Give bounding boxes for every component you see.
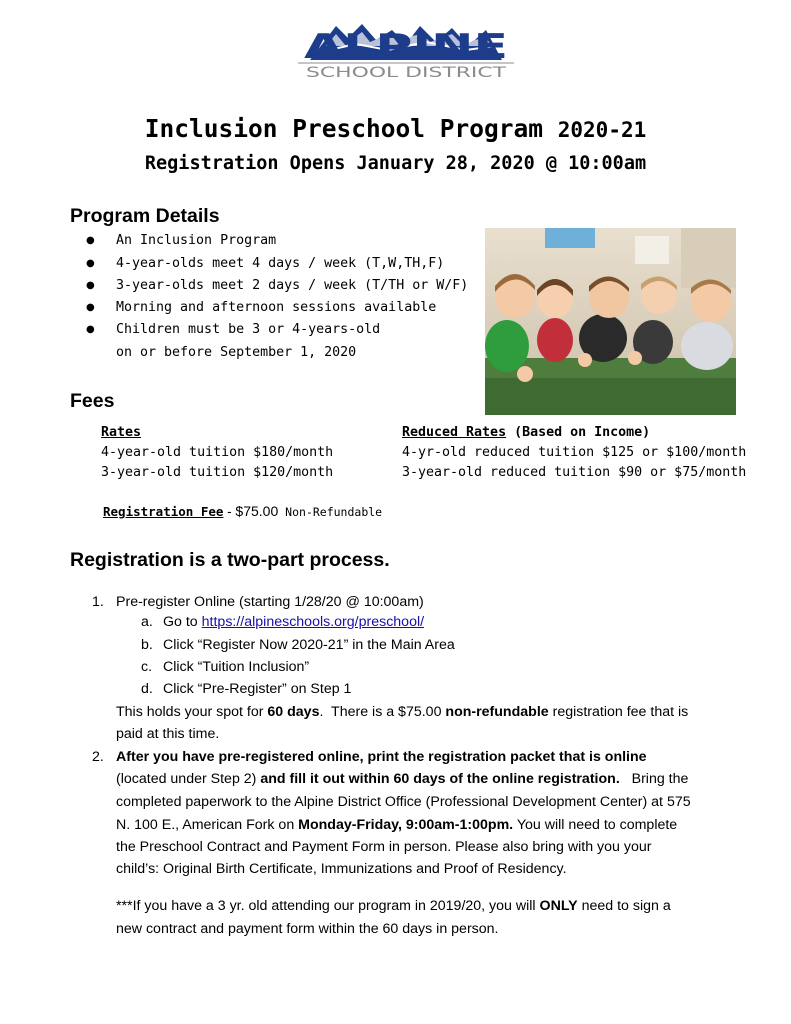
step-2-line: the Preschool Contract and Payment Form in person. Please also bring with you your [116, 839, 652, 855]
returning-student-note-line2: new contract and payment form within the 60 days in person. [116, 921, 499, 937]
logo-name: ALPINE [304, 27, 508, 67]
rate-line: 3-year-old tuition $120/month [101, 465, 334, 480]
step-1-text: Pre-register Online (starting 1/28/20 @ 10:00am) [116, 594, 424, 610]
sub-marker: a. [141, 614, 153, 630]
step-1-note-line2: paid at this time. [116, 726, 220, 742]
returning-student-note: ***If you have a 3 yr. old attending our program in 2019/20, you will ONLY need to sign a [116, 898, 671, 914]
sub-marker: c. [141, 659, 153, 675]
step-2-line: N. 100 E., American Fork on Monday-Friday, 9:00am-1:00pm. You will need to complete [116, 817, 678, 833]
registration-fee: Registration Fee - $75.00 Non-Refundable [103, 503, 383, 519]
bullet-icon: ● [86, 280, 95, 291]
step-1-note: This holds your spot for 60 days. There is a $75.00 non-refundable registration fee that is [116, 704, 689, 720]
step-2-line: child’s: Original Birth Certificate, Immunizations and Proof of Residency. [116, 861, 567, 877]
page-title [0, 114, 791, 143]
sub-marker: d. [141, 681, 153, 697]
list-item: ● 3-year-olds meet 2 days / week (T/TH or W/F) [86, 278, 469, 293]
logo-subtitle: SCHOOL DISTRICT [306, 65, 507, 80]
registration-fee-amount: $75.00 [235, 503, 279, 519]
children-photo [485, 228, 736, 415]
bullet-icon: ● [86, 302, 95, 313]
step-2-marker: 2. [92, 749, 104, 765]
sub-item: Click “Register Now 2020-21” in the Main Area [163, 637, 455, 653]
bullet-icon: ● [86, 324, 95, 335]
program-details-heading: Program Details [70, 205, 220, 227]
list-item: ● 4-year-olds meet 4 days / week (T,W,TH,F) [86, 256, 445, 271]
sub-item: Go to https://alpineschools.org/preschool/ [163, 614, 425, 630]
rate-line: 4-year-old tuition $180/month [101, 445, 334, 460]
sub-item: Click “Pre-Register” on Step 1 [163, 681, 352, 697]
reduced-rates-heading: Reduced Rates (Based on Income) [402, 425, 651, 440]
alpine-school-district-logo [296, 16, 516, 80]
list-item-continuation: on or before September 1, 2020 [116, 345, 357, 360]
title-main: Inclusion Preschool Program [144, 114, 543, 143]
reduced-rate-line: 4-yr-old reduced tuition $125 or $100/month [402, 445, 747, 460]
preschool-link[interactable]: https://alpineschools.org/preschool/ [201, 614, 425, 630]
fees-heading: Fees [70, 390, 115, 412]
title-year: 2020-21 [557, 118, 647, 142]
rates-heading: Rates [101, 425, 142, 440]
registration-opens-subtitle: Registration Opens January 28, 2020 @ 10:00am [144, 153, 647, 174]
bullet-icon: ● [86, 235, 95, 246]
reduced-rate-line: 3-year-old reduced tuition $90 or $75/month [402, 465, 747, 480]
step-1-marker: 1. [92, 594, 104, 610]
step-2-line: completed paperwork to the Alpine District Office (Professional Development Center) at 575 [116, 794, 691, 810]
registration-fee-label: Registration Fee [103, 504, 224, 519]
sub-item: Click “Tuition Inclusion” [163, 659, 310, 675]
bullet-icon: ● [86, 258, 95, 269]
step-2-line: After you have pre-registered online, print the registration packet that is online [116, 749, 647, 765]
list-item: ● Children must be 3 or 4-years-old [86, 322, 381, 337]
step-2-line: (located under Step 2) and fill it out within 60 days of the online registration. Bring the [116, 771, 689, 787]
list-item: ● An Inclusion Program [86, 233, 277, 248]
list-item: ● Morning and afternoon sessions available [86, 300, 437, 315]
sub-marker: b. [141, 637, 153, 653]
registration-heading: Registration is a two-part process. [70, 549, 390, 571]
